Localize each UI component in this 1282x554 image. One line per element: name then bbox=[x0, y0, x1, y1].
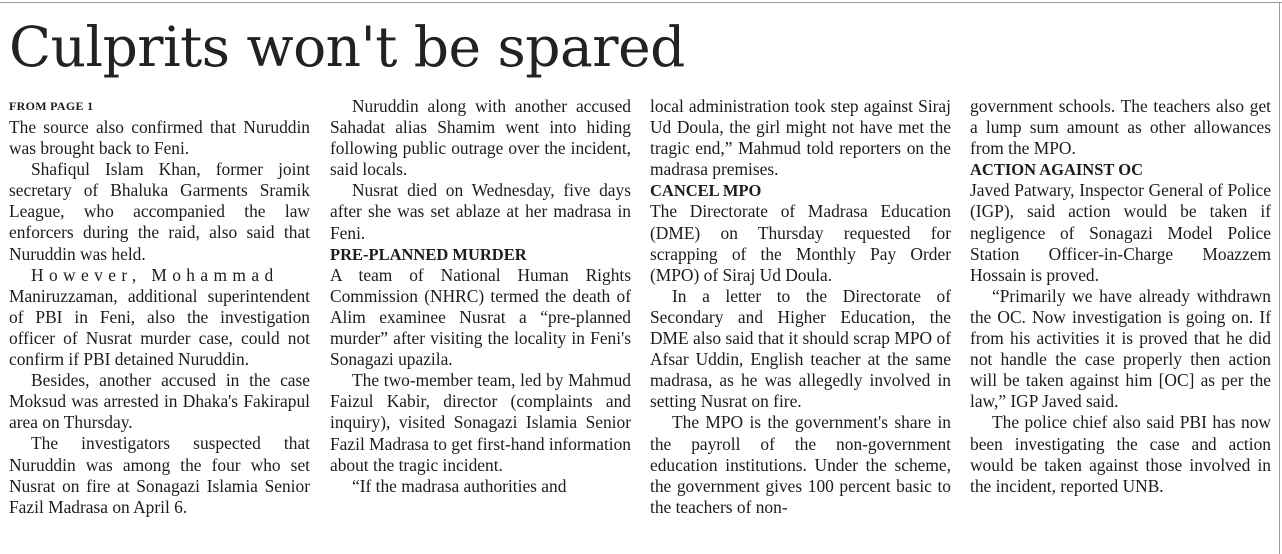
paragraph: government schools. The teachers also get a lump sum amount as other allowances from the MPO. bbox=[970, 96, 1271, 159]
paragraph-lead: However, Mohammad bbox=[31, 264, 279, 285]
paragraph: Nusrat died on Wednesday, five days after she was set ablaze at her madrasa in Feni. bbox=[330, 180, 631, 243]
paragraph: The police chief also said PBI has now been investigating the case and action would be taken against those involved in the incident, reported UNB. bbox=[970, 412, 1271, 496]
paragraph bbox=[9, 265, 310, 370]
headline: Culprits won't be spared bbox=[9, 15, 685, 79]
paragraph: The source also confirmed that Nuruddin was brought back to Feni. bbox=[9, 117, 310, 159]
paragraph: Javed Patwary, Inspector General of Police (IGP), said action would be taken if negligence of Sonagazi Model Police Station Officer-in-Charge Moazzem Hossain is proved. bbox=[970, 180, 1271, 285]
subhead-pre-planned-murder: PRE-PLANNED MURDER bbox=[330, 244, 527, 264]
paragraph: Shafiqul Islam Khan, former joint secretary of Bhaluka Garments Sramik League, who accompanied the law enforcers during the raid, also said that Nuruddin was held. bbox=[9, 159, 310, 264]
paragraph: Besides, another accused in the case Moksud was arrested in Dhaka's Fakirapul area on Thursday. bbox=[9, 370, 310, 433]
column-2 bbox=[330, 96, 631, 497]
paragraph: “Primarily we have already withdrawn the OC. Now investigation is going on. If from his activities it is proved that he did not handle the case properly then action will be taken against him [OC] as per the law,” IGP Javed said. bbox=[970, 285, 1271, 412]
paragraph: The investigators suspected that Nuruddin was among the four who set Nusrat on fire at Sonagazi Islamia Senior Fazil Madrasa on April 6. bbox=[9, 433, 310, 517]
column-4 bbox=[970, 96, 1271, 497]
kicker-from-page: FROM PAGE 1 bbox=[9, 99, 94, 113]
paragraph: The MPO is the government's share in the payroll of the non-government education institutions. Under the scheme, the government gives 100 percent basic to the teachers of non- bbox=[650, 412, 951, 517]
paragraph-rest: Maniruzzaman, additional superintendent of PBI in Feni, also the investigation officer of Nusrat murder case, could not confirm if PBI detained Nuruddin. bbox=[9, 285, 310, 370]
paragraph: The two-member team, led by Mahmud Faizul Kabir, director (complaints and inquiry), visited Sonagazi Islamia Senior Fazil Madrasa to get first-hand information about the tragic incident. bbox=[330, 370, 631, 475]
column-1 bbox=[9, 96, 310, 518]
paragraph: local administration took step against Siraj Ud Doula, the girl might not have met the tragic end,” Mahmud told reporters on the madrasa premises. bbox=[650, 96, 951, 180]
subhead-action-against-oc: ACTION AGAINST OC bbox=[970, 160, 1143, 180]
paragraph: Nuruddin along with another accused Sahadat alias Shamim went into hiding following public outrage over the incident, said locals. bbox=[330, 96, 631, 180]
paragraph: The Directorate of Madrasa Education (DME) on Thursday requested for scrapping of the Monthly Pay Order (MPO) of Siraj Ud Doula. bbox=[650, 201, 951, 285]
top-rule bbox=[0, 2, 1282, 3]
right-rule bbox=[1279, 2, 1280, 554]
paragraph: In a letter to the Directorate of Secondary and Higher Education, the DME also said that it should scrap MPO of Afsar Uddin, English teacher at the same madrasa, as he was allegedly involved in setting Nusrat on fire. bbox=[650, 285, 951, 412]
subhead-cancel-mpo: CANCEL MPO bbox=[650, 181, 762, 201]
paragraph: A team of National Human Rights Commission (NHRC) termed the death of Alim examinee Nusrat a “pre-planned murder” after visiting the locality in Feni's Sonagazi upazila. bbox=[330, 264, 631, 370]
paragraph: “If the madrasa authorities and bbox=[352, 475, 567, 496]
column-3 bbox=[650, 96, 951, 518]
